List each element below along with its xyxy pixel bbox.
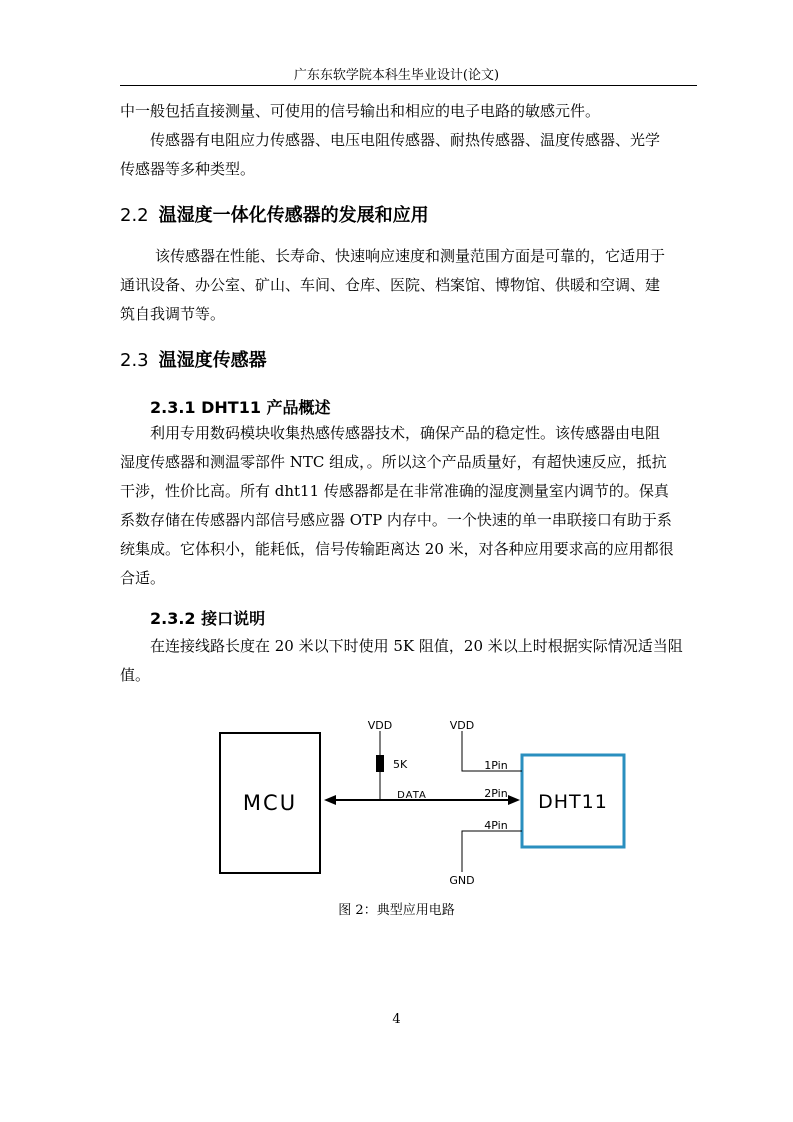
- paragraph-line: 合适。: [120, 569, 166, 587]
- pin1-label: 1Pin: [484, 759, 508, 772]
- subsection-heading-2-3-2: 2.3.2 接口说明: [150, 609, 266, 628]
- paragraph-line: 传感器有电阻应力传感器、电压电阻传感器、耐热传感器、温度传感器、光学: [150, 131, 661, 149]
- paragraph-line: 利用专用数码模块收集热感传感器技术，确保产品的稳定性。该传感器由电阻: [150, 424, 661, 442]
- figure-caption: 图 2：典型应用电路: [338, 903, 455, 918]
- paragraph-applications: [120, 242, 692, 329]
- paragraph-line: 中一般包括直接测量、可使用的信号输出和相应的电子电路的敏感元件。: [120, 102, 601, 120]
- section-heading-2-3: [120, 346, 267, 372]
- resistor-5k: [376, 755, 384, 772]
- pin4-wire: [462, 831, 522, 872]
- paragraph-line: 值。: [120, 666, 151, 684]
- paragraph-sensor-types: [120, 126, 692, 184]
- paragraph-line: 传感器等多种类型。: [120, 160, 256, 178]
- section-heading-2-2: [120, 201, 429, 227]
- section-title: 温湿度一体化传感器的发展和应用: [158, 205, 429, 226]
- data-arrow-left: [324, 795, 336, 805]
- paragraph-line: 统集成。它体积小，能耗低，信号传输距离达 20 米，对各种应用要求高的应用都很: [120, 540, 674, 558]
- paragraph-line: 干涉，性价比高。所有 dht11 传感器都是在非常准确的湿度测量室内调节的。保真: [120, 482, 669, 500]
- paragraph-intro: [120, 97, 692, 126]
- paragraph-line: 湿度传感器和测温零部件 NTC 组成，。所以这个产品质量好，有超快速反应，抵抗: [120, 453, 667, 471]
- gnd-label: GND: [449, 874, 475, 887]
- paragraph-line: 该传感器在性能、长寿命、快速响应速度和测量范围方面是可靠的，它适用于: [155, 247, 666, 265]
- circuit-diagram: [210, 712, 630, 890]
- data-label: DATA: [397, 790, 427, 801]
- paragraph-line: 筑自我调节等。: [120, 305, 226, 323]
- subsection-heading-2-3-1: 2.3.1 DHT11 产品概述: [150, 398, 331, 417]
- data-arrow-right: [508, 795, 520, 805]
- resistor-label: 5K: [393, 758, 408, 771]
- section-number: 2.2: [120, 205, 149, 226]
- mcu-label: MCU: [242, 791, 298, 815]
- header-divider: [120, 85, 697, 86]
- paragraph-line: 在连接线路长度在 20 米以下时使用 5K 阻值，20 米以上时根据实际情况适当阻: [150, 637, 683, 655]
- vdd-right-label: VDD: [449, 719, 475, 732]
- section-title: 温湿度传感器: [158, 350, 267, 371]
- pin4-label: 4Pin: [484, 819, 508, 832]
- paragraph-dht11-overview: [120, 419, 692, 593]
- paragraph-interface: [120, 632, 692, 690]
- section-number: 2.3: [120, 350, 149, 371]
- dht11-label: DHT11: [538, 791, 608, 813]
- paragraph-line: 系数存储在传感器内部信号感应器 OTP 内存中。一个快速的单一串联接口有助于系: [120, 511, 672, 529]
- page-header: 广东东软学院本科生毕业设计(论文): [293, 68, 500, 83]
- paragraph-line: 通讯设备、办公室、矿山、车间、仓库、医院、档案馆、博物馆、供暖和空调、建: [120, 276, 661, 294]
- pin2-label: 2Pin: [484, 787, 508, 800]
- vdd-left-label: VDD: [367, 719, 393, 732]
- page-number: 4: [392, 1012, 401, 1027]
